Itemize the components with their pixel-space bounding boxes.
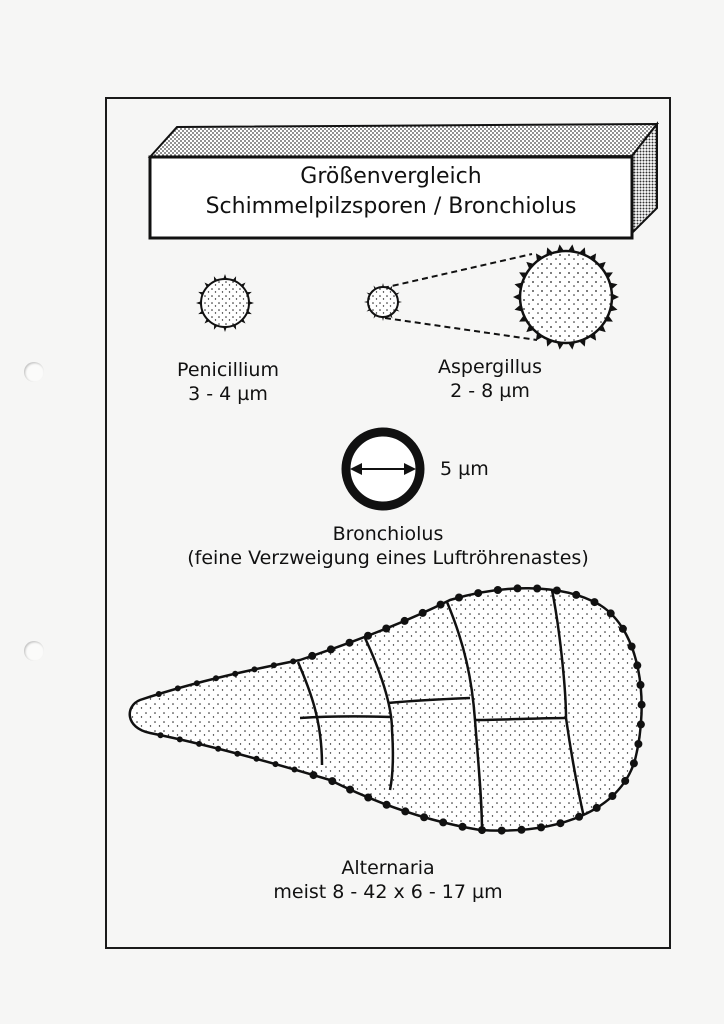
title-line-1: Größenvergleich <box>300 164 482 189</box>
penicillium-size: 3 - 4 µm <box>188 383 268 405</box>
title-line-2: Schimmelpilzsporen / Bronchiolus <box>205 194 577 219</box>
alternaria-spore-icon <box>130 584 646 834</box>
aspergillus-label <box>410 355 570 403</box>
alternaria-size: meist 8 - 42 x 6 - 17 µm <box>273 881 503 903</box>
aspergillus-name: Aspergillus <box>438 356 542 378</box>
alternaria-label <box>160 856 616 904</box>
penicillium-spore-icon <box>196 274 254 332</box>
aspergillus-large-spore-icon <box>513 244 619 349</box>
aspergillus-small-spore-icon <box>364 283 402 321</box>
penicillium-name: Penicillium <box>177 359 279 381</box>
title-text <box>150 162 632 222</box>
penicillium-label <box>148 358 308 406</box>
alternaria-name: Alternaria <box>341 857 435 879</box>
bronchiolus-label <box>120 522 656 570</box>
aspergillus-size: 2 - 8 µm <box>450 380 530 402</box>
bronchiolus-description: (feine Verzweigung eines Luftröhrenastes) <box>187 547 589 569</box>
bronchiolus-name: Bronchiolus <box>332 523 444 545</box>
bronchiolus-measure: 5 µm <box>440 458 489 480</box>
